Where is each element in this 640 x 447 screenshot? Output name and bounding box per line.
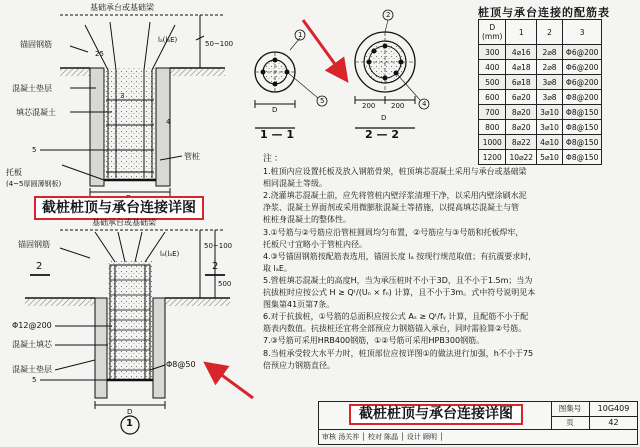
section-1-1 [255,30,327,128]
bl-mark-5: 5 [32,376,37,384]
note-line: 8.当桩承受较大水平力时，桩顶部位应按详图①的做法进行加强，h不小于75 [263,348,534,358]
table-row: 1000 8⌀22 4⌀10 Φ8@150 [479,135,602,150]
tl-infill-concrete: 填芯混凝土 [16,108,56,117]
note-line: 抗拔桩时应按公式 H ≥ Qᵗ/(Uₙ × fₙ) 计算，且不小于3m。式中符号说明见本 [263,288,536,298]
sec2-dim-d: D [381,114,387,122]
notes-title: 注： [263,154,286,164]
atlas-value: 10G409 [590,402,637,417]
notes-block [263,153,625,372]
tl-anchor-label: 锚固钢筋 [20,40,52,49]
bl-dim-d: D [127,408,133,416]
title-block-caption: 截桩桩顶与承台连接详图 [349,404,523,425]
bl-infill-concrete: 混凝土填芯 [12,340,52,349]
title-block [318,401,638,445]
bl-concrete-cushion: 混凝土垫层 [12,365,52,374]
note-line: 4.③号锚固钢筋按配筋表选用，锚固长度 lₐ 按现行规范取值；有抗震要求时， [263,251,537,261]
table-row: 600 6⌀20 3⌀8 Φ8@200 [479,90,602,105]
tl-tray: 托板 [6,168,22,177]
bl-dim-500: 500 [218,280,232,288]
sec2-dim-200b: 200 [391,102,405,110]
note-line: 桩桩身混凝土的整体性。 [263,215,351,225]
bl-sec2-left: 2 [36,261,43,272]
table-row: 800 8⌀20 3⌀10 Φ8@150 [479,120,602,135]
note-line: 3.①号筋与②号筋应沿管桩圆周均匀布置，②号筋应与③号筋和托板焊牢， [263,227,524,237]
note-line: 托板尺寸宜略小于管桩内径。 [263,239,367,249]
note-line: 5.管桩填芯混凝土的高度H，当为承压桩时不小于3D，且不小于1.5m；当为 [263,275,533,285]
bl-phi-12-200: Φ12@200 [12,321,52,330]
tl-caption: 截桩桩顶与承台连接详图 [34,196,204,220]
table-row: 1200 10⌀22 5⌀10 Φ8@150 [479,150,602,165]
tl-mark-3: 3 [120,92,125,100]
sec1-mark-1: 1 [298,31,303,39]
tl-mark-5: 5 [32,146,37,154]
tl-mark-4: 4 [166,118,171,126]
note-line: 2.浇灌填芯混凝土前，应先将管桩内壁浮浆清理干净，以采用内壁涂刷水泥 [263,191,527,201]
tl-dim-50-100: 50~100 [205,40,234,48]
table-head-c3: 3 [562,20,602,45]
bl-mark-1: 1 [126,418,133,429]
tl-dim-la: lₐ(lₐE) [158,36,178,44]
rebar-table [478,19,602,165]
bottom-left-detail [25,230,233,434]
sec2-dim-200a: 200 [362,102,376,110]
table-row: 300 4⌀16 2⌀8 Φ6@200 [479,45,602,60]
page-label: 页 [551,416,590,430]
sec1-label: 1 — 1 [260,128,294,141]
tl-concrete-cushion: 混凝土垫层 [12,84,52,93]
table-row: 400 4⌀18 2⌀8 Φ6@200 [479,60,602,75]
table-head-d: D (mm) [479,20,506,45]
table-row: 500 6⌀18 3⌀8 Φ6@200 [479,75,602,90]
bl-anchor-label: 锚固钢筋 [18,240,50,249]
note-line: 净浆、混凝土界面剂或采用微膨胀混凝土等措施，以提高填芯混凝土与管 [263,203,519,213]
note-line: 6.对于抗拔桩，①号筋的总面积应按公式 Aₛ ≥ Qᵗ/fᵧ 计算，且配筋不小于配 [263,312,529,322]
sec1-dim-d: D [272,106,278,114]
bl-phi-8-50: Φ8@50 [166,360,196,369]
signature-row: 审核 汤关祚 │ 校对 陈晶 │ 设计 顾明 │ [322,433,444,441]
bl-dim-50-100: 50~100 [204,242,233,250]
bl-dim-la: lₐ(lₐE) [160,250,180,258]
sec2-mark-2: 2 [386,11,391,19]
table-title: 桩顶与承台连接的配筋表 [478,6,610,19]
note-line: 图集第41页第7条。 [263,300,335,310]
note-line: 取 lₐE。 [263,263,292,273]
table-header-row [479,20,602,45]
bl-sec2-right: 2 [212,261,219,272]
tl-dim-25: 25 [95,50,104,58]
note-line: 7.③号筋可采用HRB400钢筋，①②号筋可采用HPB300钢筋。 [263,336,485,346]
table-head-c2: 2 [537,20,563,45]
tl-tray-sub: (4~5厚圆薄钢板) [6,180,62,188]
sec1-mark-5: 5 [320,97,325,105]
tl-cap-label: 基础承台或基础梁 [90,3,154,12]
table-head-c1: 1 [506,20,537,45]
title-block-main [319,402,552,430]
page-number: 42 [590,416,637,430]
note-line: 相同混凝土等级。 [263,179,327,189]
table-row: 700 8⌀20 3⌀10 Φ8@150 [479,105,602,120]
sec2-mark-4: 4 [422,100,427,108]
note-line: 1.桩顶内应设置托板及放入钢筋骨架，桩顶填芯混凝土采用与承台或基础梁 [263,167,527,177]
note-line: 倍预应力钢筋直径。 [263,360,335,370]
bl-cap-label: 基础承台或基础梁 [92,218,156,227]
sec2-label: 2 — 2 [365,128,399,141]
note-line: 筋表内数值。抗拔桩还宜将全部预应力钢筋锚入承台，同时需验算②号筋。 [263,324,527,334]
tl-pipe-pile: 管桩 [184,152,200,161]
atlas-label: 图集号 [551,402,590,417]
top-left-detail [40,15,225,196]
